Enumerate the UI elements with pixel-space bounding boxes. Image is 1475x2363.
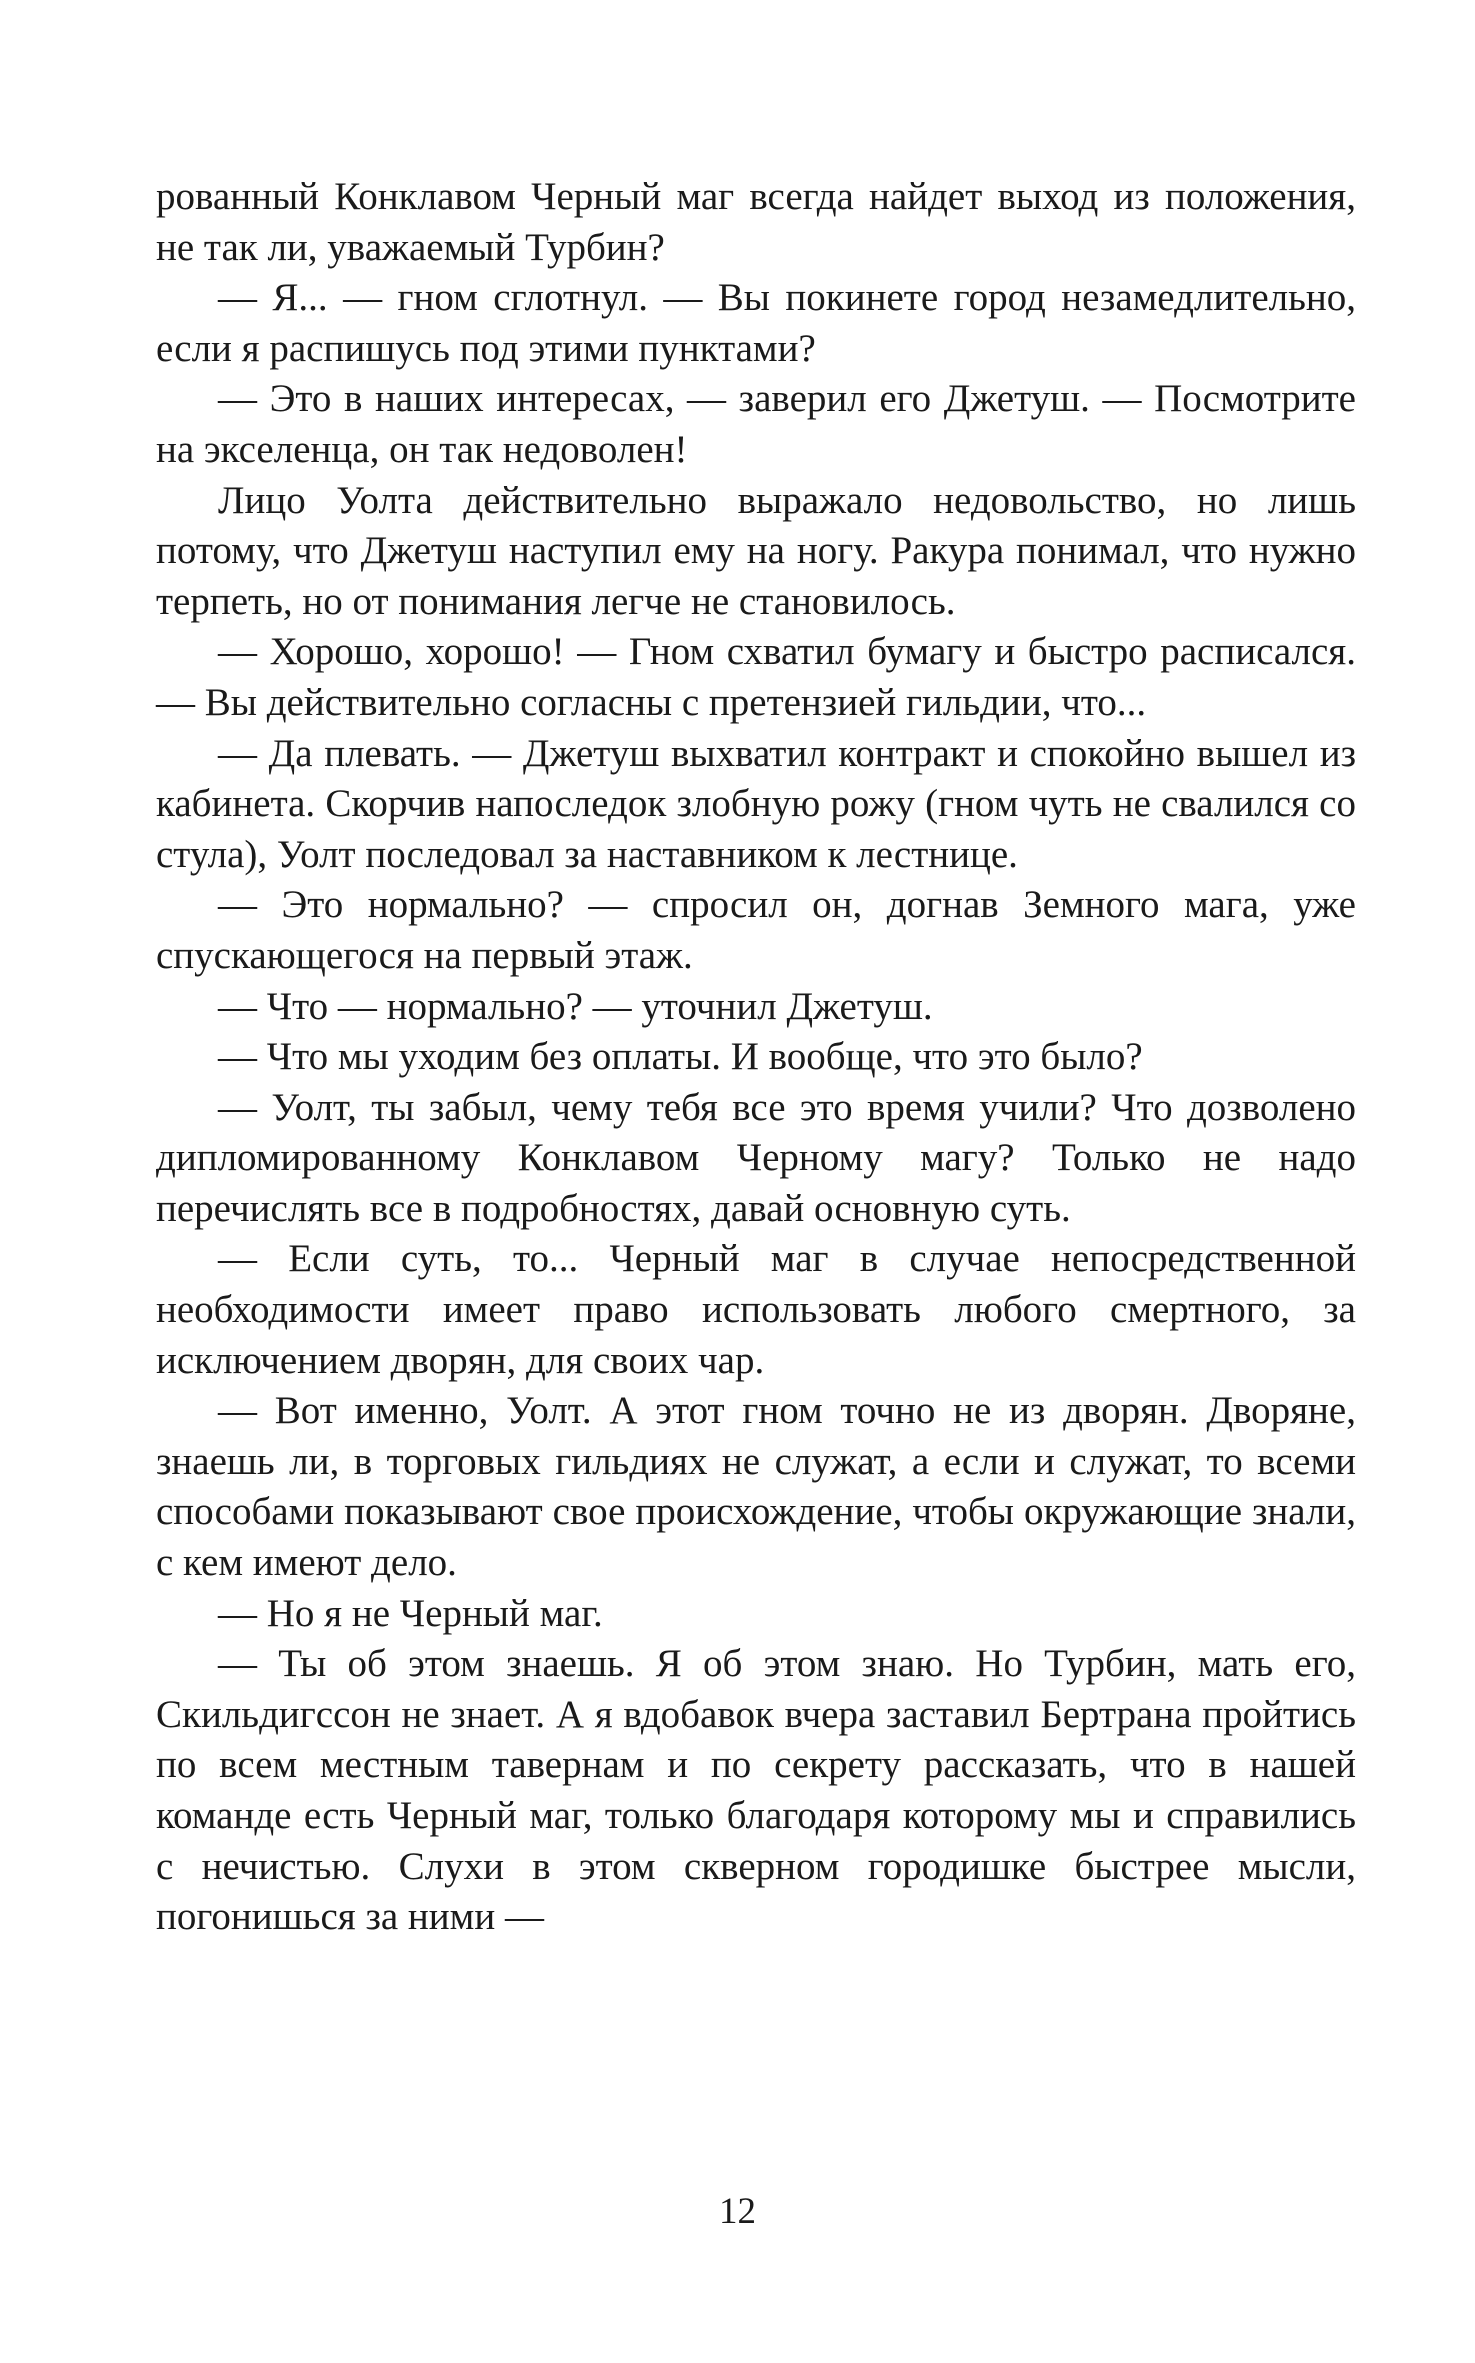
paragraph: — Да плевать. — Джетуш выхватил контракт и спокойно вышел из кабинета. Скорчив напоследок злобную рожу (гном чуть не свалился со стула), Уолт последовал за наставником к лестнице. — [156, 731, 1356, 876]
paragraph: — Вот именно, Уолт. А этот гном точно не из дворян. Дворяне, знаешь ли, в торговых гильдиях не служат, а если и служат, то всеми способами показывают свое происхождение, чтобы окружающие знали, с кем имеют дело. — [156, 1389, 1356, 1585]
paragraph: рованный Конклавом Черный маг всегда найдет выход из положения, не так ли, уважаемый Турбин? — [156, 175, 1356, 269]
paragraph: — Я... — гном сглотнул. — Вы покинете город незамедлительно, если я распишусь под этими пунктами? — [156, 276, 1356, 370]
paragraph: — Но я не Черный маг. — [218, 1591, 603, 1635]
paragraph: Лицо Уолта действительно выражало недовольство, но лишь потому, что Джетуш наступил ему на ногу. Ракура понимал, что нужно терпеть, но от понимания легче не становилось. — [156, 478, 1356, 623]
paragraph: — Уолт, ты забыл, чему тебя все это время учили? Что дозволено дипломированному Конклавом Черному магу? Только не надо перечислять все в подробностях, давай основную суть. — [156, 1085, 1356, 1230]
body-text — [156, 172, 1356, 1943]
paragraph: — Что — нормально? — уточнил Джетуш. — [218, 984, 933, 1028]
paragraph: — Это нормально? — спросил он, догнав Земного мага, уже спускающегося на первый этаж. — [156, 883, 1356, 977]
page-number: 12 — [719, 2191, 756, 2232]
paragraph: — Ты об этом знаешь. Я об этом знаю. Но Турбин, мать его, Скильдигссон не знает. А я вдобавок вчера заставил Бертрана пройтись по всем местным тавернам и по секрету рассказать, что в нашей команде есть Черный маг, только благодаря которому мы и справились с нечистью. Слухи в этом скверном городишке быстрее мысли, погонишься за ними — — [156, 1642, 1356, 1939]
paragraph: — Хорошо, хорошо! — Гном схватил бумагу и быстро расписался. — Вы действительно согласны с претензией гильдии, что... — [156, 630, 1356, 724]
paragraph: — Что мы уходим без оплаты. И вообще, что это было? — [218, 1035, 1143, 1079]
paragraph: — Это в наших интересах, — заверил его Джетуш. — Посмотрите на экселенца, он так недоволен! — [156, 377, 1356, 471]
paragraph: — Если суть, то... Черный маг в случае непосредственной необходимости имеет право использовать любого смертного, за исключением дворян, для своих чар. — [156, 1237, 1356, 1382]
